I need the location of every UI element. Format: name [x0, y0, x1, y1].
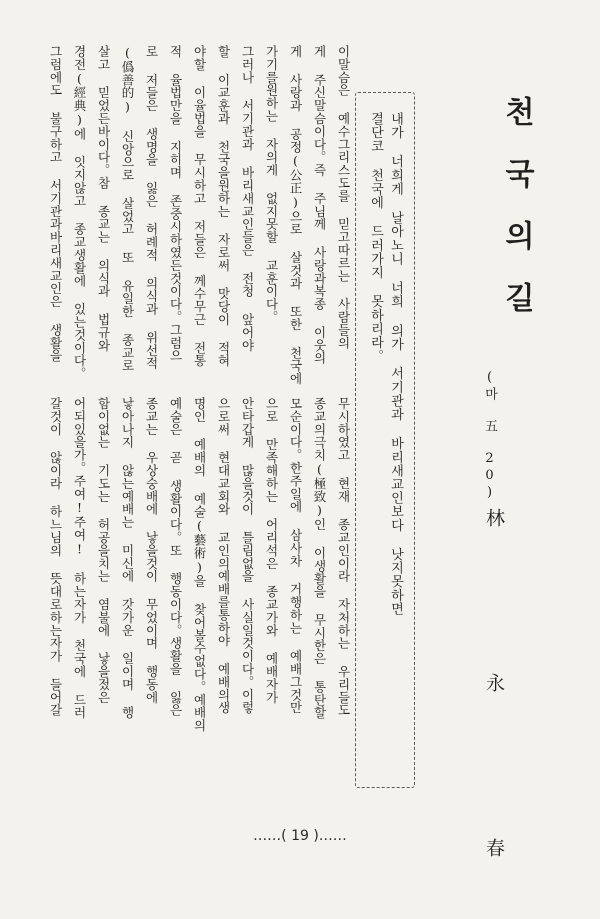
- epigraph-quote: 내가 너희게 날아노니 너희 의가 서기관과 바리새교인보다 낫지못하면 결단코 천국에 드러가지 못하리라。: [368, 112, 403, 616]
- article-title: 천국의길: [499, 96, 534, 344]
- body-text-upper: 이말슴은 예수그리스도를 믿고따르는 사람들의 게 주신말슴이다。즉 주님께 사랑과복종 이웃의 게 사랑과 공정(公正)으로 살것과 또한 천국에 가기를원하는 자의게 없지못할 교훈이다。 그러나 서기관과 바리새교인들은 전청 앞어야 할 이교훈과 천국을원하는 자로써 맛당이 적혀 야할 이율법을 무시하고 저들은 께수무근 전통 적 율법만을 지히며 존중시하였든것이다。그럼으 로 저들은 생명을 잃은 허례적 의식과 위선적 (僞善的) 신앙으로 살었고 또 유일한 종교로 살고 믿었든바이다。참 종교는 의식과 법규와 경전(經典)에 잇지않고 종교생활에 있는것이다。 그럼에도 불구하고 서기관과바리새교인은 생활을: [48, 45, 351, 385]
- scripture-reference: (마 五 20): [482, 370, 497, 502]
- body-text-lower: 무시하였고 현재 종교인이라 자처하는 우리들도 종교의극치(極致)인 이생활을 무시한은 통탄할 모순이다。한주일에 삼사차 거행하는 예배그것만 으로 만족해하는 어리석은 종교가와 예배자가 안타갑게 많을것이 틀림없을 사실일것이다。이렇 으로써 현대교회와 교인의예배를통하야 예배의생 명인 예배의 예술(藝術)을 찾어볼수없다。예배의 예술은 곧 생활이다。또 행동이다。생활을 잃은 종교는 우상숭배에 낳을것이 무었이며 행동에 낳아나지 않는예배는 미신에 갓가운 일이며 행 함이없는 기도는 허공을치는 염불에 낳을젔은 어되있을가。주여!주여! 하는자가 천국에 드러 갈것이 않이라 하느님의 뜻대로하는자가 들어갈: [48, 397, 351, 732]
- author-name: 林 永 春: [483, 508, 505, 919]
- page-number: ……( 19 )……: [253, 828, 347, 844]
